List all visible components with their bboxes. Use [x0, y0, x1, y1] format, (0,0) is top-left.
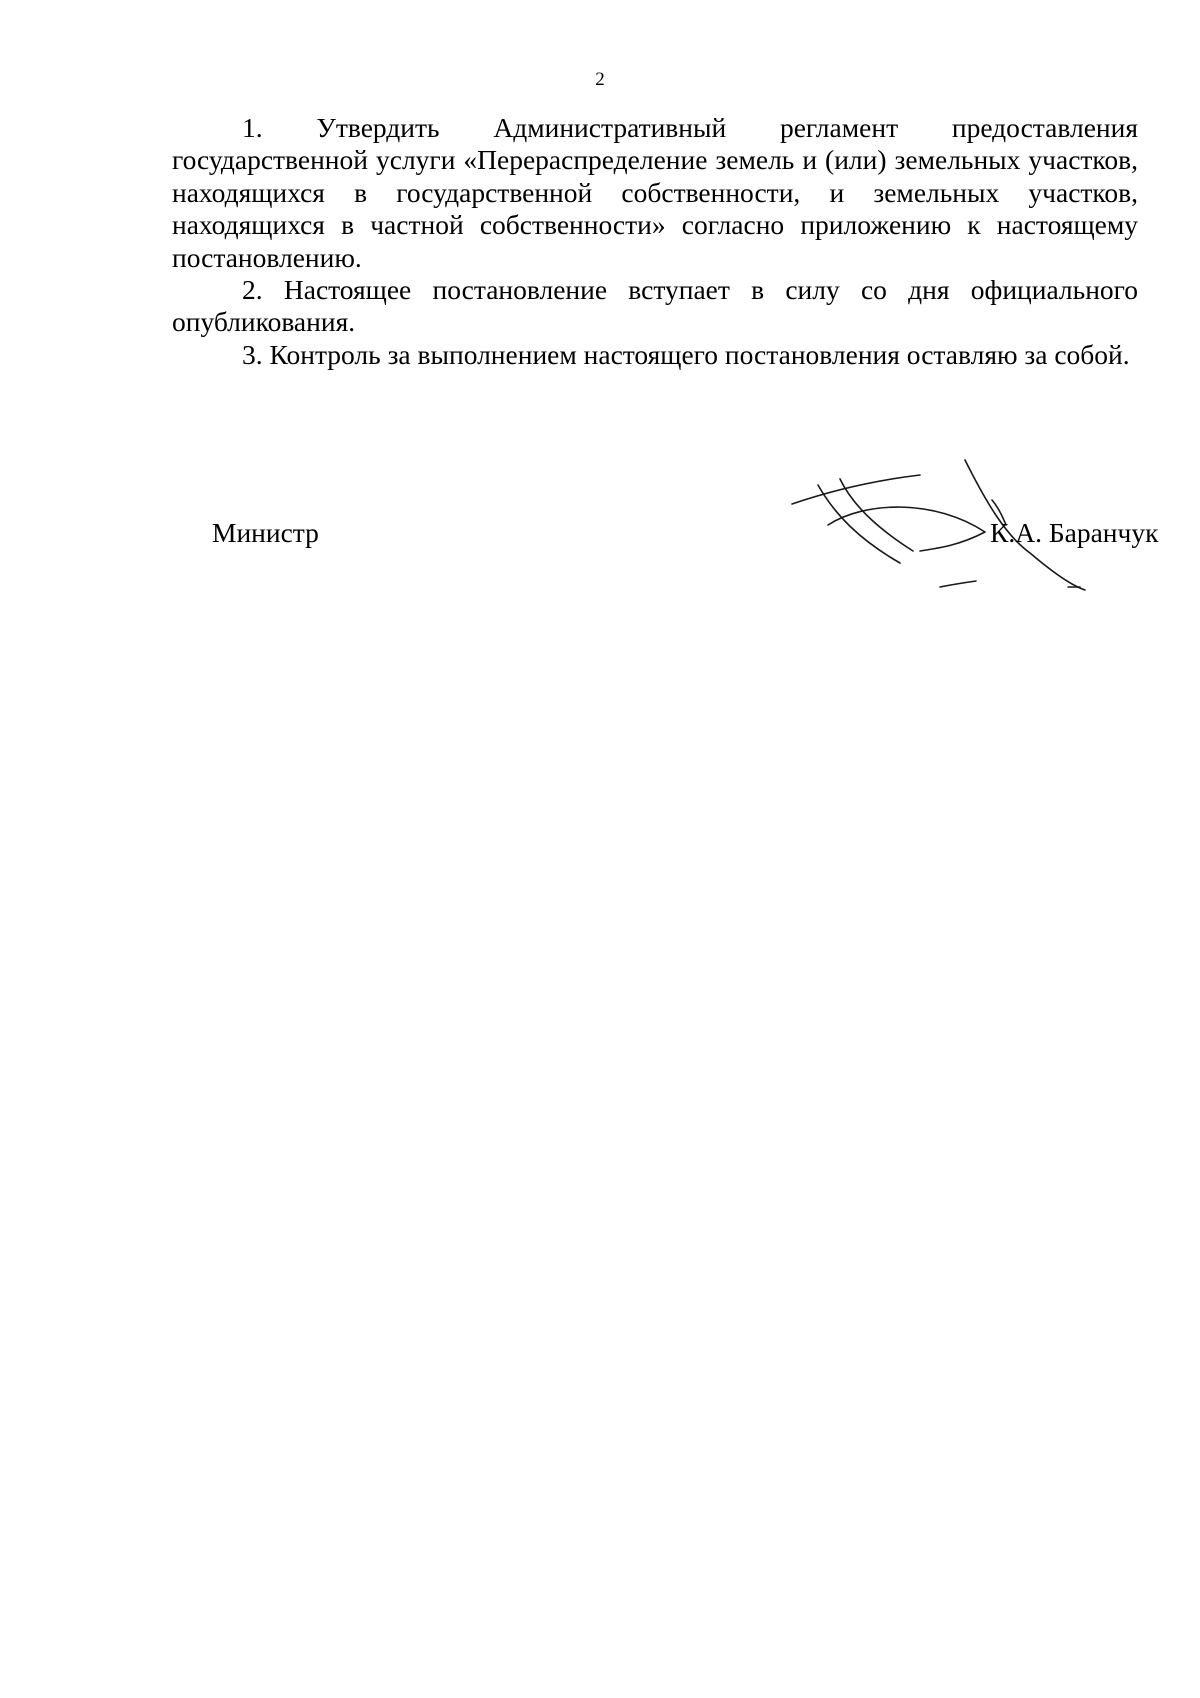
document-body — [172, 112, 1138, 371]
signature-stroke-4 — [828, 507, 985, 551]
signatory-name: К.А. Баранчук — [990, 517, 1159, 548]
paragraph-3-text: Контроль за выполнением настоящего постановления оставляю за собой. — [269, 338, 1130, 370]
paragraph-3-number: 3. — [242, 338, 263, 370]
signature-stroke-1 — [792, 475, 920, 504]
paragraph-2 — [172, 274, 1138, 339]
page-number: 2 — [595, 69, 605, 90]
paragraph-1-text: Утвердить Административный регламент предоставления государственной услуги «Перераспределение земель и (или) земельных участков, находящихся в государственной собственности, и земельных участков, находящихся в частной собственности» согласно приложению к настоящему постановлению. — [172, 112, 1138, 273]
paragraph-3 — [172, 339, 1138, 371]
paragraph-1-number: 1. — [242, 112, 263, 143]
paragraph-2-number: 2. — [242, 274, 263, 306]
signatory-title: Министр — [212, 517, 319, 548]
paragraph-1 — [172, 112, 1138, 274]
paragraph-2-text: Настоящее постановление вступает в силу со дня официального опубликования. — [172, 274, 1139, 338]
signature-stroke-7 — [940, 581, 976, 587]
